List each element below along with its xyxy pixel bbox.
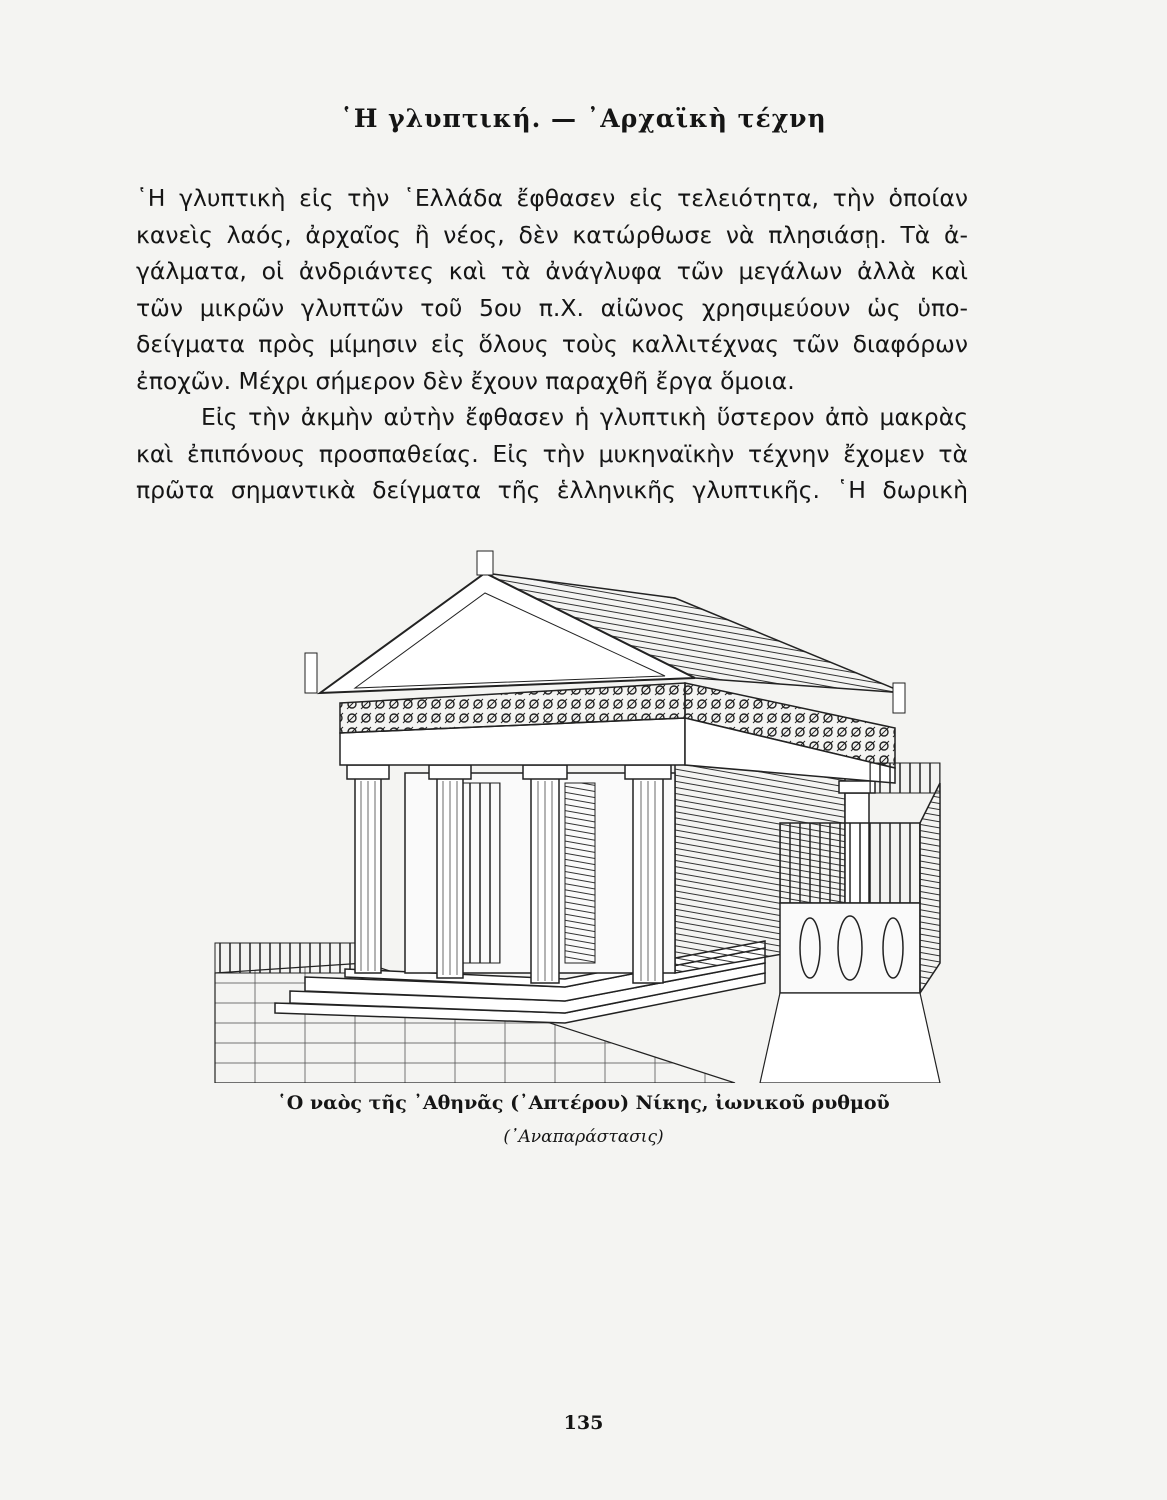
text-line: Εἰς τὴν ἀκμὴν αὐτὴν ἔφθασεν ἡ γλυπτικὴ ὕστερον ἀπὸ μακρὰς	[201, 403, 968, 431]
bastion-railing	[780, 823, 920, 903]
text-line: τῶν μικρῶν γλυπτῶν τοῦ 5ου π.Χ. αἰῶνος χρησιμεύουν ὡς ὑπο-	[136, 293, 968, 322]
acroterion-left	[305, 653, 317, 693]
temple-illustration	[205, 543, 965, 1083]
cella-door-2	[565, 783, 595, 963]
figure-caption: ῾Ο ναὸς τῆς ᾿Αθηνᾶς (᾿Απτέρου) Νίκης, ἰωνικοῦ ρυθμοῦ	[277, 1092, 890, 1114]
text-line: δείγματα πρὸς μίμησιν εἰς ὅλους τοὺς καλλιτέχνας τῶν διαφόρων	[136, 330, 968, 358]
text-line: ἐποχῶν. Μέχρι σήμερον δὲν ἔχουν παραχθῆ ἔργα ὅμοια.	[136, 366, 795, 395]
text-line: γάλματα, οἱ ἀνδριάντες καὶ τὰ ἀνάγλυφα τῶν μεγάλων ἀλλὰ καὶ	[136, 257, 968, 285]
text-line: καὶ ἐπιπόνους προσπαθείας. Εἰς τὴν μυκηναϊκὴν τέχνην ἔχομεν τὰ	[136, 439, 968, 468]
bastion-wall	[920, 783, 940, 993]
text-line: πρῶτα σημαντικὰ δείγματα τῆς ἑλληνικῆς γλυπτικῆς. ῾Η δωρικὴ	[136, 476, 968, 504]
left-railing	[215, 943, 355, 973]
text-line: ῾Η γλυπτικὴ εἰς τὴν ῾Ελλάδα ἔφθασεν εἰς τελειότητα, τὴν ὁποίαν	[136, 184, 968, 212]
body-paragraph	[136, 180, 968, 509]
acroterion-top	[477, 551, 493, 575]
acroterion-right	[893, 683, 905, 713]
page-number: 135	[563, 1412, 604, 1434]
right-railing	[870, 763, 940, 793]
bastion-stairs	[760, 993, 940, 1083]
figure-subcaption: (᾿Αναπαράστασις)	[503, 1127, 664, 1147]
text-line: κανεὶς λαός, ἀρχαῖος ἢ νέος, δὲν κατώρθωσε νὰ πλησιάσῃ. Τὰ ἀ-	[136, 220, 968, 249]
section-heading: ῾Η γλυπτική. — ᾿Αρχαϊκὴ τέχνη	[340, 104, 827, 133]
cella-door	[460, 783, 500, 963]
